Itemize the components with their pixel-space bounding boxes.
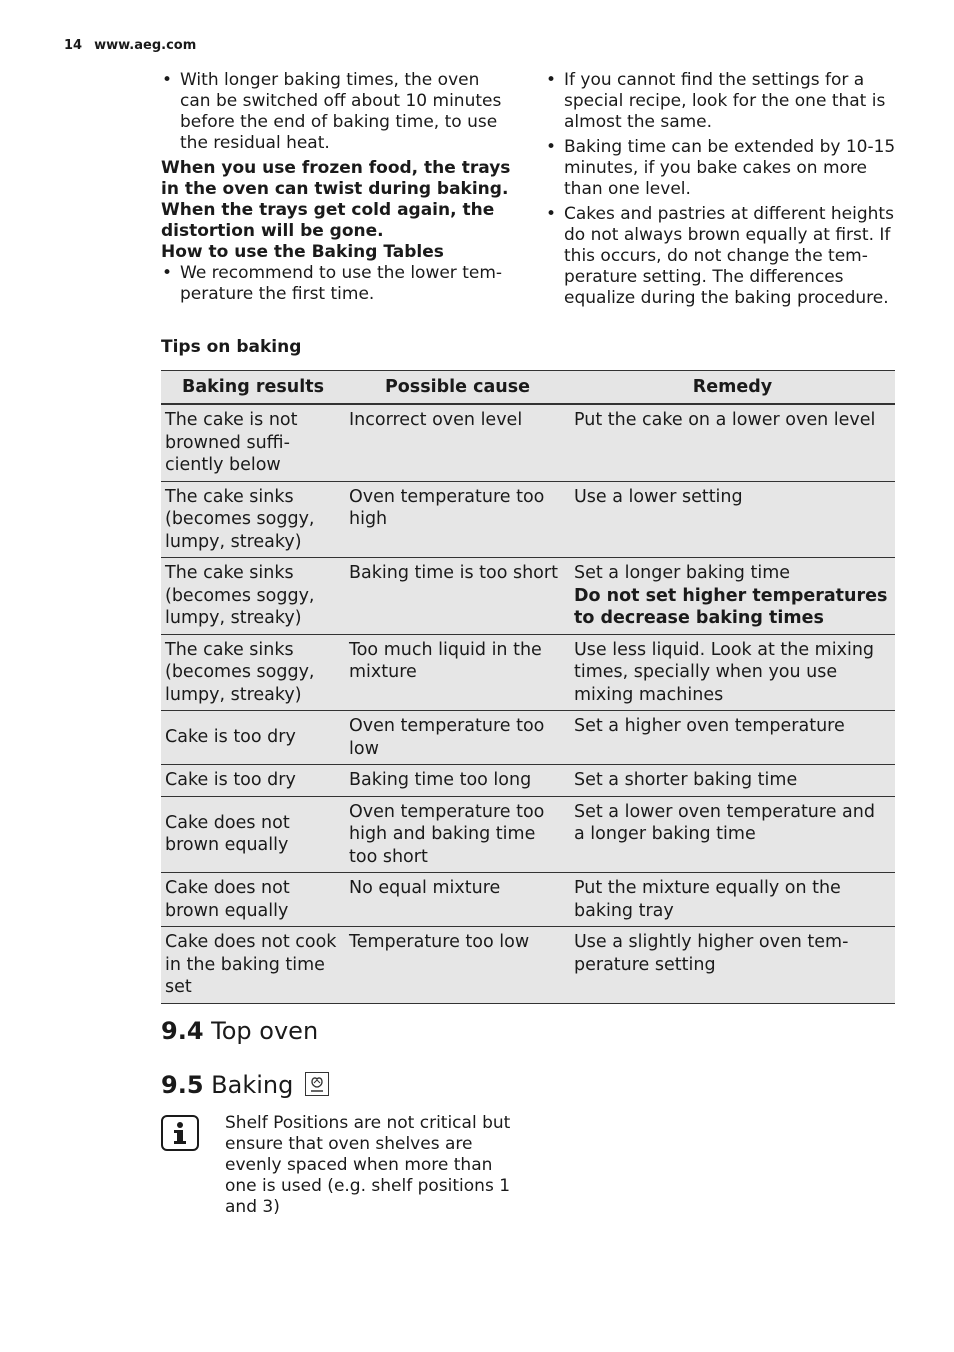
warning-text: When you use frozen food, the trays in the oven can twist during baking. When the trays get cold again, the distortion will be gone.	[161, 158, 511, 241]
section-number: 9.5	[161, 1071, 204, 1099]
tips-table	[161, 370, 895, 1004]
cell-remedy	[570, 711, 895, 765]
table-row	[161, 634, 895, 711]
cell-remedy	[570, 796, 895, 873]
shelf-positions-note: Shelf Positions are not critical but ensure that oven shelves are evenly spaced when more than one is used (e.g. shelf positions 1 and 3)	[225, 1113, 511, 1217]
section-heading-top-oven	[161, 1017, 318, 1045]
cell-result: The cake sinks (becomes soggy, lumpy, streaky)	[161, 558, 345, 635]
section-title: Top oven	[211, 1017, 319, 1045]
table-row	[161, 927, 895, 1004]
section-number: 9.4	[161, 1017, 204, 1045]
cell-remedy	[570, 765, 895, 797]
table-row	[161, 765, 895, 797]
section-heading-baking	[161, 1071, 329, 1099]
site-url: www.aeg.com	[94, 38, 197, 53]
table-row	[161, 558, 895, 635]
list-item: • We recommend to use the lower tem-perature the first time.	[161, 263, 511, 305]
left-column	[161, 70, 511, 309]
cell-remedy	[570, 634, 895, 711]
cell-result: The cake is not browned suffi-ciently below	[161, 404, 345, 481]
cell-cause: Baking time is too short	[345, 558, 570, 635]
cell-remedy	[570, 404, 895, 481]
header-remedy: Remedy	[570, 371, 895, 405]
cell-cause: Temperature too low	[345, 927, 570, 1004]
cell-remedy	[570, 558, 895, 635]
cell-cause: Oven temperature too high and baking time too short	[345, 796, 570, 873]
cell-result: Cake does not brown equally	[161, 796, 345, 873]
baking-tables-heading: How to use the Baking Tables	[161, 242, 444, 262]
remedy-text: Set a shorter baking time	[574, 770, 798, 790]
section-title: Baking	[211, 1071, 294, 1099]
header-baking-results: Baking results	[161, 371, 345, 405]
table-row	[161, 796, 895, 873]
remedy-text: Use less liquid. Look at the mixing times, specially when you use mixing machines	[574, 639, 875, 705]
cell-remedy	[570, 927, 895, 1004]
list-item: • If you cannot find the settings for a special recipe, look for the one that is almost the same.	[545, 70, 897, 133]
table-row	[161, 711, 895, 765]
info-icon	[161, 1115, 199, 1151]
remedy-warning: Do not set higher temperatures to decrease baking times	[574, 585, 888, 628]
cell-cause: Baking time too long	[345, 765, 570, 797]
remedy-text: Put the mixture equally on the baking tray	[574, 878, 841, 921]
table-row	[161, 481, 895, 558]
tips-title: Tips on baking	[161, 337, 302, 357]
remedy-text: Set a higher oven temperature	[574, 716, 845, 736]
cell-result: Cake is too dry	[161, 765, 345, 797]
remedy-text: Use a lower setting	[574, 486, 743, 507]
left-bullets-top	[161, 70, 511, 154]
list-item: • Cakes and pastries at different heights do not always brown equally at first. If this occurs, do not change the tem-perature setting. The differences equalize during the baking procedure.	[545, 204, 897, 309]
list-item: • With longer baking times, the oven can be switched off about 10 minutes before the end of baking time, to use the residual heat.	[161, 70, 511, 154]
cell-result: Cake does not cook in the baking time set	[161, 927, 345, 1004]
page-header	[64, 38, 196, 53]
right-bullets	[545, 70, 897, 309]
cell-remedy	[570, 873, 895, 927]
right-column	[545, 70, 897, 313]
table-header-row	[161, 371, 895, 405]
remedy-text: Put the cake on a lower oven level	[574, 410, 876, 430]
page-number: 14	[64, 38, 83, 53]
cell-result: The cake sinks (becomes soggy, lumpy, streaky)	[161, 481, 345, 558]
remedy-text: Set a lower oven temperature and a longer baking time	[574, 801, 875, 844]
remedy-text: Set a longer baking time	[574, 563, 791, 583]
cell-cause: Incorrect oven level	[345, 404, 570, 481]
cell-cause: No equal mixture	[345, 873, 570, 927]
baking-function-icon	[305, 1072, 329, 1096]
cell-remedy	[570, 481, 895, 558]
remedy-text: Use a slightly higher oven tem-perature setting	[574, 932, 849, 975]
cell-cause: Too much liquid in the mixture	[345, 634, 570, 711]
cell-result: The cake sinks (becomes soggy, lumpy, streaky)	[161, 634, 345, 711]
header-possible-cause: Possible cause	[345, 371, 570, 405]
cell-result: Cake does not brown equally	[161, 873, 345, 927]
list-item: • Baking time can be extended by 10-15 minutes, if you bake cakes on more than one level.	[545, 137, 897, 200]
left-bullets-bottom	[161, 263, 511, 305]
cell-result: Cake is too dry	[161, 711, 345, 765]
table-row	[161, 404, 895, 481]
cell-cause: Oven temperature too high	[345, 481, 570, 558]
cell-cause: Oven temperature too low	[345, 711, 570, 765]
table-row	[161, 873, 895, 927]
